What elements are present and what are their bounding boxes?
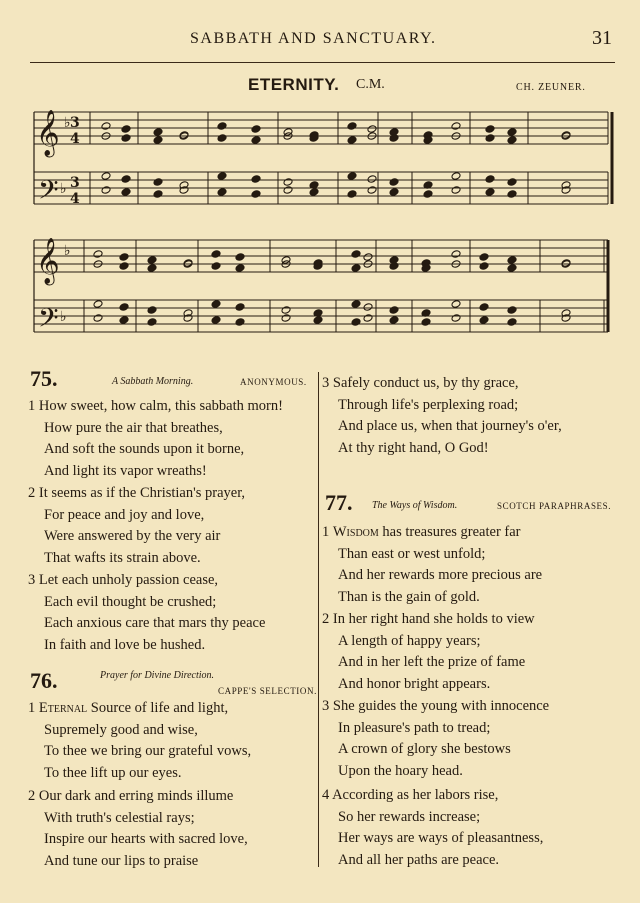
hymn-77-stanza-4: 4 According as her labors rise, So her rewards increase; Her ways are ways of pleasantness, And all her paths are peace. <box>322 787 544 868</box>
hymn-77-stanza-1: 1 Wisdom has treasures greater far Than east or west unfold; And her rewards more precious are Than is the gain of gold. <box>322 524 543 605</box>
hymn-77-stanza-3: 3 She guides the young with innocence In pleasure's path to tread; A crown of glory she bestows Upon the hoary head. <box>322 698 550 779</box>
hymn-77-subtitle: The Ways of Wisdom. <box>372 500 458 511</box>
hymn-76-stanza-3: 3 Safely conduct us, by thy grace, Through life's perplexing road; And place us, when that journey's o'er, At thy right hand, O God! <box>322 375 562 456</box>
note-head <box>119 253 129 262</box>
flat-sign: ♭ <box>60 309 67 325</box>
time-signature: 4 <box>70 131 80 147</box>
bass-clef: 𝄢 <box>38 174 59 212</box>
note-head <box>251 125 261 134</box>
note-head <box>101 172 111 181</box>
time-signature: 4 <box>70 191 80 207</box>
note-head <box>235 253 245 262</box>
note-head <box>121 188 131 197</box>
note-head <box>367 175 377 184</box>
note-head <box>451 122 461 131</box>
note-head <box>121 125 131 134</box>
hymn-77-number: 77. <box>325 490 353 515</box>
tune-composer: CH. ZEUNER. <box>516 82 586 93</box>
hymn-76-stanza-2: 2 Our dark and erring minds illume With truth's celestial rays; Inspire our hearts with sacred love, And tune our lips to praise <box>28 788 248 869</box>
note-head <box>121 175 131 184</box>
note-head <box>153 128 163 137</box>
note-head <box>281 306 291 315</box>
note-head <box>217 172 227 181</box>
note-head <box>479 262 489 271</box>
hymn-75-number: 75. <box>30 366 58 391</box>
note-head <box>389 178 399 187</box>
music-score <box>0 0 640 372</box>
note-head <box>351 300 361 309</box>
hymn-76-number: 76. <box>30 668 58 693</box>
note-head <box>217 122 227 131</box>
note-head <box>283 186 293 195</box>
flat-sign: ♭ <box>60 181 67 197</box>
column-divider <box>318 372 319 867</box>
note-head <box>93 300 103 309</box>
note-head <box>485 125 495 134</box>
hymn-76-stanza-1: 1 Eternal Source of life and light, Supremely good and wise, To thee we bring our grateful vows, To thee lift up our eyes. <box>28 700 252 781</box>
note-head <box>251 190 261 199</box>
note-head <box>367 186 377 195</box>
note-head <box>451 172 461 181</box>
note-head <box>217 188 227 197</box>
note-head <box>351 318 361 327</box>
note-head <box>507 178 517 187</box>
time-signature: 3 <box>70 115 80 131</box>
flat-sign: ♭ <box>64 243 71 259</box>
page-number: 31 <box>592 27 612 49</box>
note-head <box>251 136 261 145</box>
note-head <box>389 188 399 197</box>
hymn-76-author: CAPPE'S SELECTION. <box>218 686 317 696</box>
note-head <box>507 136 517 145</box>
note-head <box>479 316 489 325</box>
note-head <box>421 318 431 327</box>
note-head <box>283 178 293 187</box>
note-head <box>309 188 319 197</box>
note-head <box>451 314 461 323</box>
note-head <box>121 134 131 143</box>
note-head <box>235 318 245 327</box>
note-head <box>217 134 227 143</box>
note-head <box>101 122 111 131</box>
note-head <box>101 186 111 195</box>
note-head <box>507 256 517 265</box>
note-head <box>485 188 495 197</box>
note-head <box>485 134 495 143</box>
hymn-76-subtitle: Prayer for Divine Direction. <box>100 670 215 681</box>
treble-clef: 𝄞 <box>36 238 60 284</box>
note-head <box>507 128 517 137</box>
note-head <box>281 314 291 323</box>
hymn-75-stanza-2: 2 It seems as if the Christian's prayer, For peace and joy and love, Were answered by the very air That wafts its strain above. <box>28 485 246 566</box>
treble-clef: 𝄞 <box>36 110 60 156</box>
note-head <box>507 306 517 315</box>
note-head <box>389 316 399 325</box>
note-head <box>451 186 461 195</box>
note-head <box>313 316 323 325</box>
note-head <box>479 303 489 312</box>
note-head <box>363 253 373 262</box>
hymn-75-stanza-1: 1 How sweet, how calm, this sabbath morn! How pure the air that breathes, And soft the sounds upon it borne, And light its vapor wreaths! <box>28 398 283 479</box>
hymn-77-author: SCOTCH PARAPHRASES. <box>497 501 612 511</box>
note-head <box>211 316 221 325</box>
tune-meter: C.M. <box>356 77 385 92</box>
note-head <box>211 300 221 309</box>
note-head <box>147 256 157 265</box>
hymn-75-stanza-3: 3 Let each unholy passion cease, Each evil thought be crushed; Each anxious care that mars thy peace In faith and love be hushed. <box>28 572 266 653</box>
note-head <box>451 250 461 259</box>
note-head <box>211 262 221 271</box>
note-head <box>347 122 357 131</box>
note-head <box>507 264 517 273</box>
note-head <box>93 250 103 259</box>
note-head <box>507 318 517 327</box>
note-head <box>93 314 103 323</box>
note-head <box>147 318 157 327</box>
note-head <box>211 250 221 259</box>
hymn-75-author: ANONYMOUS. <box>240 377 307 387</box>
note-head <box>347 172 357 181</box>
running-header: SABBATH AND SANCTUARY. <box>190 30 437 47</box>
bass-clef: 𝄢 <box>38 302 59 340</box>
note-head <box>479 253 489 262</box>
note-head <box>119 262 129 271</box>
hymn-77-stanza-2: 2 In her right hand she holds to view A length of happy years; And in her left the prize of fame And honor bright appears. <box>322 611 535 692</box>
note-head <box>389 306 399 315</box>
note-head <box>507 190 517 199</box>
tune-name: ETERNITY. <box>248 75 340 94</box>
note-head <box>153 190 163 199</box>
note-head <box>351 264 361 273</box>
note-head <box>147 264 157 273</box>
note-head <box>147 306 157 315</box>
note-head <box>347 136 357 145</box>
note-head <box>235 303 245 312</box>
note-head <box>119 316 129 325</box>
note-head <box>363 303 373 312</box>
time-signature: 3 <box>70 175 80 191</box>
note-head <box>485 175 495 184</box>
flat-sign: ♭ <box>64 115 71 131</box>
note-head <box>363 314 373 323</box>
hymn-75-subtitle: A Sabbath Morning. <box>112 376 194 387</box>
note-head <box>423 190 433 199</box>
note-head <box>351 250 361 259</box>
note-head <box>251 175 261 184</box>
note-head <box>153 136 163 145</box>
note-head <box>119 303 129 312</box>
note-head <box>153 178 163 187</box>
note-head <box>347 190 357 199</box>
note-head <box>451 300 461 309</box>
note-head <box>367 125 377 134</box>
note-head <box>235 264 245 273</box>
